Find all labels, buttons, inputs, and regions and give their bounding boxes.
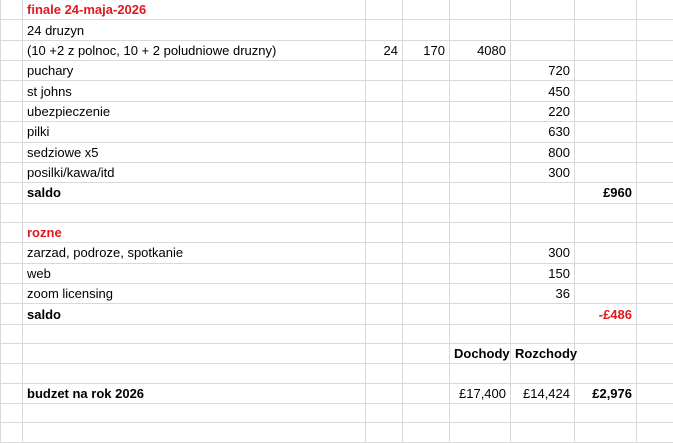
cell-d[interactable]	[403, 263, 450, 283]
cell-g[interactable]	[575, 263, 637, 283]
cell-f[interactable]: 450	[511, 81, 575, 101]
cell-f[interactable]	[511, 304, 575, 324]
cell-label[interactable]: pilki	[23, 122, 366, 142]
cell-d[interactable]	[403, 142, 450, 162]
sheet-row	[1, 344, 673, 364]
sheet-row	[1, 101, 673, 121]
cell-g[interactable]	[575, 40, 637, 60]
cell-h[interactable]	[637, 324, 673, 343]
cell-d[interactable]	[403, 364, 450, 383]
cell-g[interactable]	[575, 0, 637, 20]
row-stub-cell[interactable]	[1, 101, 23, 121]
cell-g[interactable]	[575, 142, 637, 162]
sheet-row	[1, 40, 673, 60]
sheet-row	[1, 263, 673, 283]
cell-h[interactable]	[637, 142, 673, 162]
sheet-row	[1, 243, 673, 263]
cell-g[interactable]	[575, 101, 637, 121]
cell-g[interactable]	[575, 284, 637, 304]
cell-f[interactable]	[511, 20, 575, 40]
row-stub-cell[interactable]	[1, 81, 23, 101]
cell-h[interactable]	[637, 122, 673, 142]
cell-f[interactable]	[511, 324, 575, 343]
cell-h[interactable]	[637, 183, 673, 203]
cell-d[interactable]	[403, 383, 450, 403]
row-stub-cell[interactable]	[1, 404, 23, 423]
cell-label[interactable]	[23, 423, 366, 443]
cell-c[interactable]	[366, 81, 403, 101]
cell-g[interactable]	[575, 404, 637, 423]
cell-e[interactable]: Dochody	[450, 344, 511, 364]
cell-g[interactable]: £960	[575, 183, 637, 203]
cell-f[interactable]: 220	[511, 101, 575, 121]
cell-e[interactable]	[450, 101, 511, 121]
cell-label[interactable]: puchary	[23, 61, 366, 81]
cell-label[interactable]: (10 +2 z polnoc, 10 + 2 poludniowe druzny)	[23, 40, 366, 60]
cell-d[interactable]	[403, 243, 450, 263]
cell-h[interactable]	[637, 364, 673, 383]
cell-g[interactable]	[575, 122, 637, 142]
cell-h[interactable]	[637, 40, 673, 60]
row-stub-cell[interactable]	[1, 20, 23, 40]
cell-label[interactable]: zoom licensing	[23, 284, 366, 304]
cell-e[interactable]	[450, 404, 511, 423]
sheet-row	[1, 304, 673, 324]
sheet-row	[1, 20, 673, 40]
sheet-row	[1, 81, 673, 101]
cell-c[interactable]	[366, 304, 403, 324]
cell-c[interactable]	[366, 222, 403, 242]
cell-c[interactable]	[366, 162, 403, 182]
cell-label[interactable]	[23, 364, 366, 383]
cell-f[interactable]	[511, 364, 575, 383]
cell-e[interactable]	[450, 243, 511, 263]
sheet-row	[1, 183, 673, 203]
cell-f[interactable]: Rozchody	[511, 344, 575, 364]
cell-d[interactable]	[403, 183, 450, 203]
cell-g[interactable]	[575, 324, 637, 343]
cell-h[interactable]	[637, 383, 673, 403]
cell-f[interactable]: 150	[511, 263, 575, 283]
cell-g[interactable]	[575, 364, 637, 383]
cell-c[interactable]	[366, 404, 403, 423]
cell-f[interactable]	[511, 183, 575, 203]
cell-c[interactable]	[366, 284, 403, 304]
sheet-row	[1, 222, 673, 242]
row-stub-cell[interactable]	[1, 0, 23, 20]
cell-f[interactable]: £14,424	[511, 383, 575, 403]
cell-e[interactable]	[450, 183, 511, 203]
cell-g[interactable]	[575, 20, 637, 40]
sheet-row	[1, 61, 673, 81]
cell-c[interactable]	[366, 20, 403, 40]
cell-c[interactable]	[366, 364, 403, 383]
cell-label[interactable]	[23, 404, 366, 423]
cell-d[interactable]	[403, 0, 450, 20]
cell-label[interactable]: st johns	[23, 81, 366, 101]
cell-g[interactable]	[575, 423, 637, 443]
row-stub-cell[interactable]	[1, 61, 23, 81]
cell-g[interactable]: -£486	[575, 304, 637, 324]
cell-h[interactable]	[637, 81, 673, 101]
cell-h[interactable]	[637, 61, 673, 81]
cell-c[interactable]	[366, 0, 403, 20]
sheet-row	[1, 203, 673, 222]
row-stub-cell[interactable]	[1, 243, 23, 263]
cell-h[interactable]	[637, 0, 673, 20]
cell-e[interactable]	[450, 81, 511, 101]
cell-label[interactable]: 24 druzyn	[23, 20, 366, 40]
cell-d[interactable]	[403, 222, 450, 242]
cell-label[interactable]	[23, 344, 366, 364]
cell-f[interactable]: 300	[511, 162, 575, 182]
row-stub-cell[interactable]	[1, 364, 23, 383]
cell-f[interactable]	[511, 203, 575, 222]
sheet-row	[1, 364, 673, 383]
row-stub-cell[interactable]	[1, 263, 23, 283]
cell-g[interactable]	[575, 81, 637, 101]
sheet-row	[1, 383, 673, 403]
sheet-row	[1, 404, 673, 423]
cell-e[interactable]	[450, 364, 511, 383]
cell-h[interactable]	[637, 203, 673, 222]
cell-h[interactable]	[637, 284, 673, 304]
row-stub-cell[interactable]	[1, 324, 23, 343]
row-stub-cell[interactable]	[1, 423, 23, 443]
cell-f[interactable]: 800	[511, 142, 575, 162]
row-stub-cell[interactable]	[1, 304, 23, 324]
cell-c[interactable]	[366, 423, 403, 443]
cell-d[interactable]	[403, 162, 450, 182]
cell-f[interactable]	[511, 404, 575, 423]
cell-c[interactable]: 24	[366, 40, 403, 60]
cell-g[interactable]	[575, 203, 637, 222]
row-stub-cell[interactable]	[1, 40, 23, 60]
row-stub-cell[interactable]	[1, 162, 23, 182]
cell-label[interactable]	[23, 324, 366, 343]
cell-e[interactable]	[450, 324, 511, 343]
sheet-row	[1, 284, 673, 304]
cell-h[interactable]	[637, 304, 673, 324]
row-stub-cell[interactable]	[1, 183, 23, 203]
cell-h[interactable]	[637, 243, 673, 263]
cell-e[interactable]	[450, 203, 511, 222]
cell-d[interactable]	[403, 324, 450, 343]
row-stub-cell[interactable]	[1, 122, 23, 142]
cell-label[interactable]: web	[23, 263, 366, 283]
cell-f[interactable]	[511, 40, 575, 60]
row-stub-cell[interactable]	[1, 142, 23, 162]
cell-c[interactable]	[366, 324, 403, 343]
cell-d[interactable]	[403, 20, 450, 40]
cell-h[interactable]	[637, 404, 673, 423]
cell-f[interactable]	[511, 0, 575, 20]
cell-label[interactable]: posilki/kawa/itd	[23, 162, 366, 182]
cell-label[interactable]: sedziowe x5	[23, 142, 366, 162]
cell-c[interactable]	[366, 101, 403, 121]
cell-label[interactable]: ubezpieczenie	[23, 101, 366, 121]
cell-e[interactable]	[450, 284, 511, 304]
row-stub-cell[interactable]	[1, 222, 23, 242]
cell-d[interactable]	[403, 304, 450, 324]
cell-f[interactable]: 300	[511, 243, 575, 263]
cell-e[interactable]	[450, 222, 511, 242]
cell-c[interactable]	[366, 203, 403, 222]
cell-g[interactable]: £2,976	[575, 383, 637, 403]
cell-d[interactable]	[403, 344, 450, 364]
cell-label[interactable]: zarzad, podroze, spotkanie	[23, 243, 366, 263]
cell-c[interactable]	[366, 383, 403, 403]
cell-d[interactable]	[403, 404, 450, 423]
sheet-row	[1, 162, 673, 182]
cell-g[interactable]	[575, 162, 637, 182]
cell-d[interactable]: 170	[403, 40, 450, 60]
cell-c[interactable]	[366, 142, 403, 162]
sheet-row	[1, 423, 673, 443]
cell-h[interactable]	[637, 423, 673, 443]
cell-label[interactable]: budzet na rok 2026	[23, 383, 366, 403]
cell-e[interactable]	[450, 162, 511, 182]
row-stub-cell[interactable]	[1, 284, 23, 304]
cell-e[interactable]	[450, 423, 511, 443]
cell-c[interactable]	[366, 183, 403, 203]
cell-g[interactable]	[575, 61, 637, 81]
cell-e[interactable]	[450, 304, 511, 324]
sheet-row	[1, 142, 673, 162]
row-stub-cell[interactable]	[1, 383, 23, 403]
cell-d[interactable]	[403, 61, 450, 81]
cell-e[interactable]: 4080	[450, 40, 511, 60]
sheet-row	[1, 0, 673, 20]
cell-d[interactable]	[403, 284, 450, 304]
sheet-row	[1, 324, 673, 343]
cell-e[interactable]	[450, 122, 511, 142]
cell-f[interactable]: 630	[511, 122, 575, 142]
cell-d[interactable]	[403, 122, 450, 142]
cell-g[interactable]	[575, 243, 637, 263]
cell-label[interactable]: saldo	[23, 183, 366, 203]
cell-e[interactable]	[450, 142, 511, 162]
cell-c[interactable]	[366, 263, 403, 283]
cell-h[interactable]	[637, 20, 673, 40]
sheet-row	[1, 122, 673, 142]
cell-h[interactable]	[637, 101, 673, 121]
cell-f[interactable]: 720	[511, 61, 575, 81]
cell-e[interactable]: £17,400	[450, 383, 511, 403]
cell-label[interactable]: saldo	[23, 304, 366, 324]
cell-c[interactable]	[366, 122, 403, 142]
cell-d[interactable]	[403, 81, 450, 101]
cell-e[interactable]	[450, 61, 511, 81]
cell-label[interactable]: rozne	[23, 222, 366, 242]
cell-d[interactable]	[403, 423, 450, 443]
cell-label[interactable]	[23, 203, 366, 222]
cell-g[interactable]	[575, 344, 637, 364]
cell-g[interactable]	[575, 222, 637, 242]
cell-f[interactable]	[511, 423, 575, 443]
cell-c[interactable]	[366, 243, 403, 263]
cell-c[interactable]	[366, 61, 403, 81]
row-stub-cell[interactable]	[1, 344, 23, 364]
cell-d[interactable]	[403, 101, 450, 121]
cell-f[interactable]	[511, 222, 575, 242]
cell-h[interactable]	[637, 162, 673, 182]
cell-label[interactable]: finale 24-maja-2026	[23, 0, 366, 20]
cell-d[interactable]	[403, 203, 450, 222]
cell-e[interactable]	[450, 20, 511, 40]
row-stub-cell[interactable]	[1, 203, 23, 222]
cell-f[interactable]: 36	[511, 284, 575, 304]
cell-c[interactable]	[366, 344, 403, 364]
cell-e[interactable]	[450, 263, 511, 283]
cell-h[interactable]	[637, 263, 673, 283]
cell-h[interactable]	[637, 222, 673, 242]
cell-e[interactable]	[450, 0, 511, 20]
cell-h[interactable]	[637, 344, 673, 364]
